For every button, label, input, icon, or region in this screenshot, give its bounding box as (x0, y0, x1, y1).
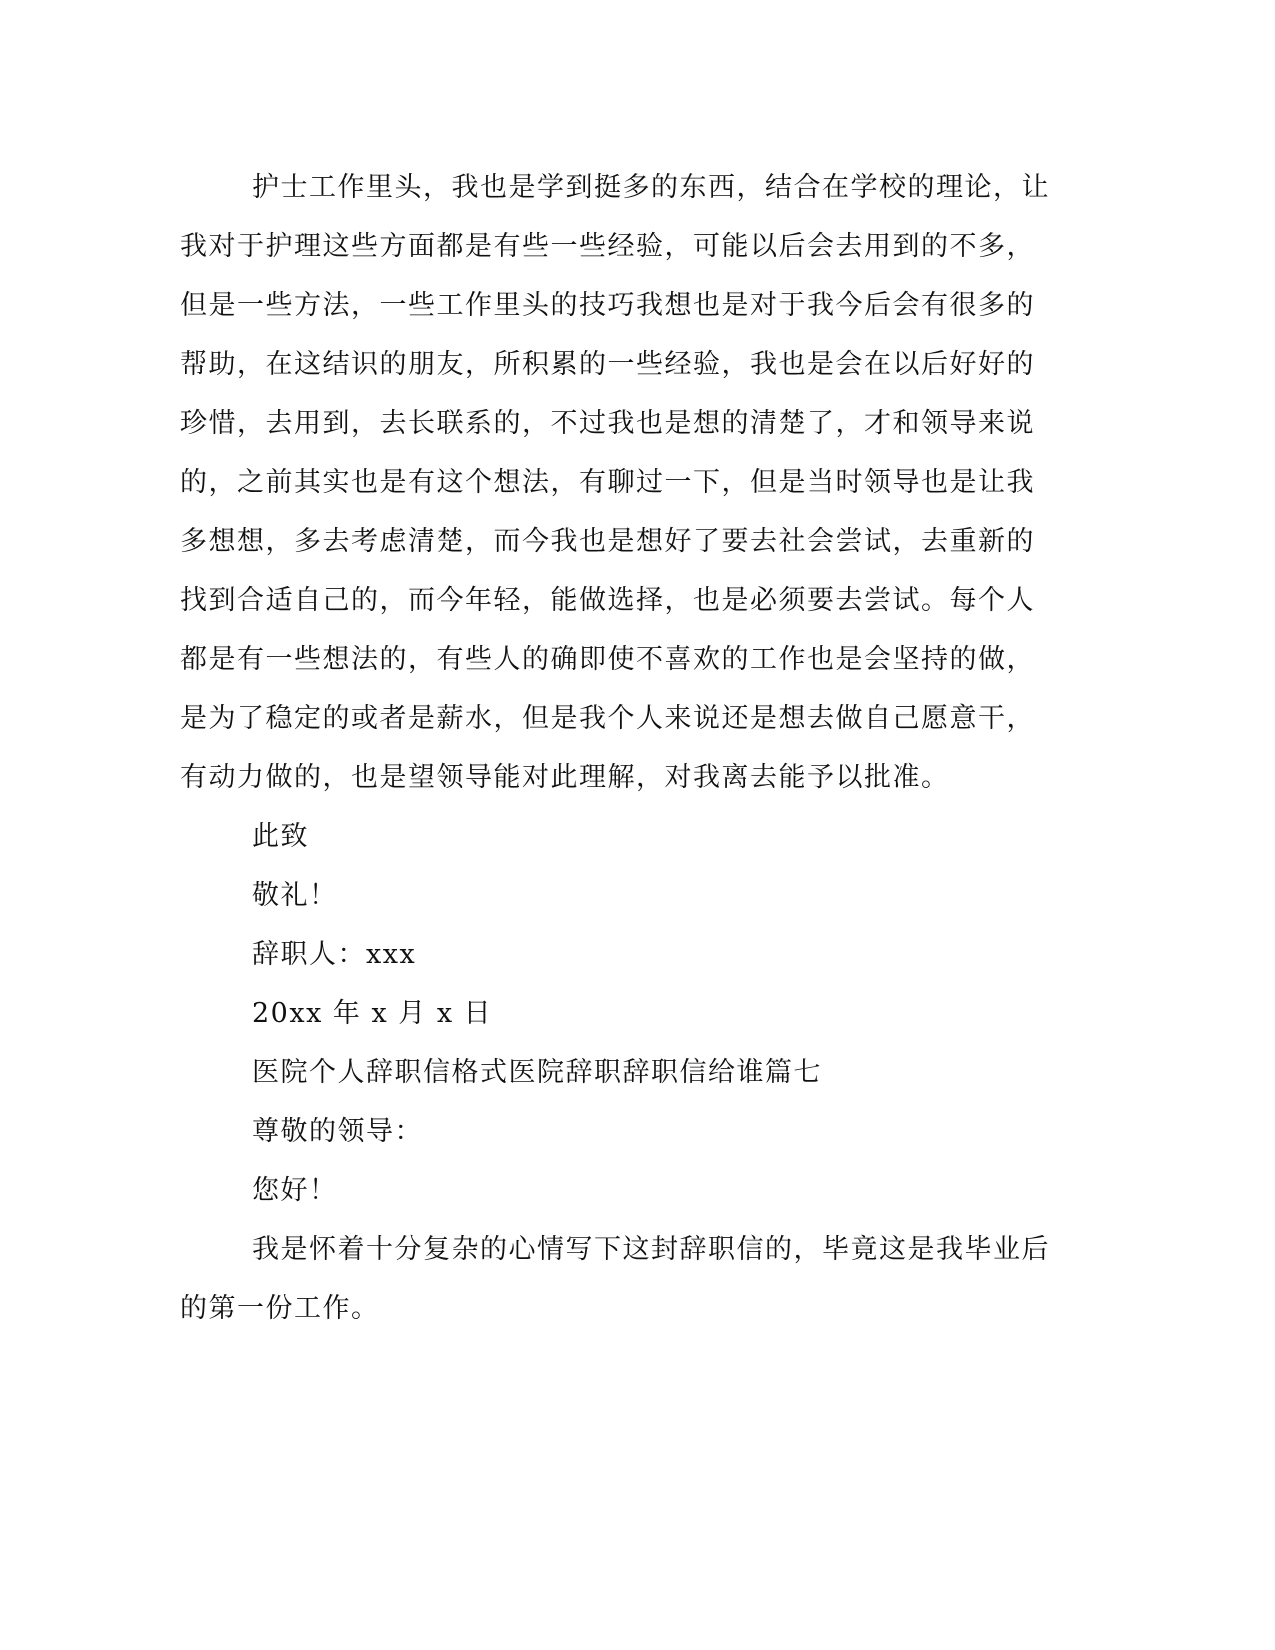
paragraph-1-line-9: 都是有一些想法的，有些人的确即使不喜欢的工作也是会坚持的做， (180, 644, 1035, 675)
paragraph-2-line-1: 我是怀着十分复杂的心情写下这封辞职信的，毕竟这是我毕业后 (252, 1234, 1050, 1265)
paragraph-1-line-4: 帮助，在这结识的朋友，所积累的一些经验，我也是会在以后好好的 (180, 349, 1035, 380)
closing-line-2: 敬礼！ (252, 880, 338, 911)
greeting-line: 您好！ (252, 1175, 338, 1206)
paragraph-1-line-3: 但是一些方法，一些工作里头的技巧我想也是对于我今后会有很多的 (180, 290, 1035, 321)
signer-line: 辞职人：xxx (252, 939, 417, 970)
paragraph-1-line-7: 多想想，多去考虑清楚，而今我也是想好了要去社会尝试，去重新的 (180, 526, 1035, 557)
paragraph-1-line-5: 珍惜，去用到，去长联系的，不过我也是想的清楚了，才和领导来说 (180, 408, 1035, 439)
salutation-line: 尊敬的领导： (252, 1116, 423, 1147)
closing-line-1: 此致 (252, 821, 309, 852)
section-title: 医院个人辞职信格式医院辞职辞职信给谁篇七 (252, 1057, 822, 1088)
date-line: 20xx 年 x 月 x 日 (252, 998, 493, 1029)
paragraph-1-line-11: 有动力做的，也是望领导能对此理解，对我离去能予以批准。 (180, 762, 950, 793)
paragraph-1-line-6: 的，之前其实也是有这个想法，有聊过一下，但是当时领导也是让我 (180, 467, 1035, 498)
paragraph-2-line-2: 的第一份工作。 (180, 1293, 380, 1324)
paragraph-1-line-1: 护士工作里头，我也是学到挺多的东西，结合在学校的理论，让 (252, 172, 1050, 203)
document-body (180, 158, 1050, 1338)
paragraph-1-line-10: 是为了稳定的或者是薪水，但是我个人来说还是想去做自己愿意干， (180, 703, 1035, 734)
paragraph-1-line-2: 我对于护理这些方面都是有些一些经验，可能以后会去用到的不多， (180, 231, 1035, 262)
paragraph-1-line-8: 找到合适自己的，而今年轻，能做选择，也是必须要去尝试。每个人 (180, 585, 1035, 616)
